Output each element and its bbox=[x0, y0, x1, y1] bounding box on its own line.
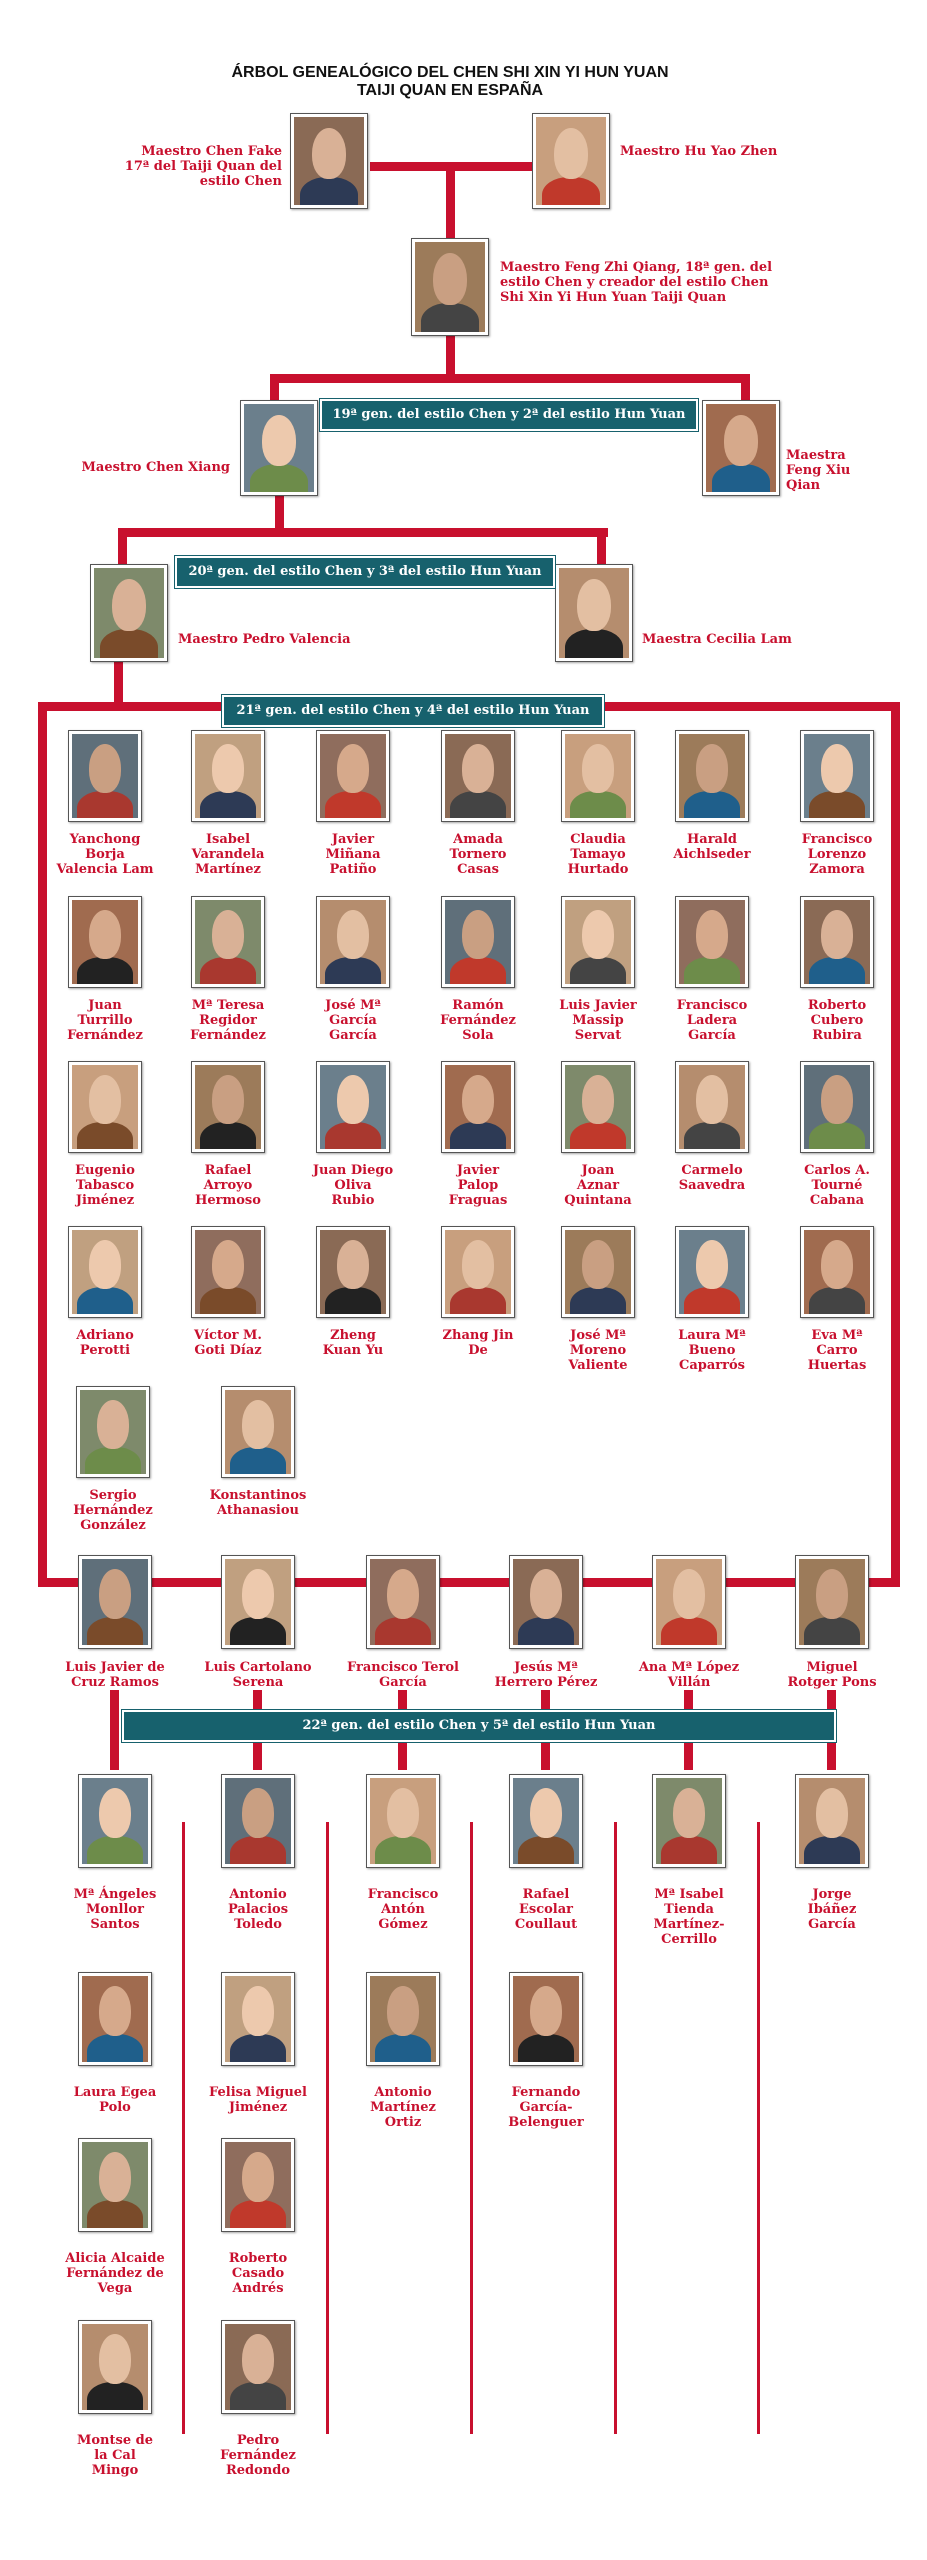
gen21-photo bbox=[561, 896, 635, 988]
person-name: Mª Isabel Tienda Martínez- Cerrillo bbox=[653, 1887, 725, 1947]
gen21-photo bbox=[316, 896, 390, 988]
connector-line bbox=[370, 162, 540, 171]
gen21-photo bbox=[68, 1061, 142, 1153]
person-name: José Mª García García bbox=[325, 998, 381, 1043]
gen21-photo bbox=[68, 1226, 142, 1318]
person-name: Eugenio Tabasco Jiménez bbox=[75, 1163, 135, 1208]
connector-line bbox=[757, 1822, 760, 2434]
gen21-photo bbox=[800, 896, 874, 988]
person-name: Laura Egea Polo bbox=[73, 2085, 157, 2115]
person-name: Francisco Terol García bbox=[347, 1660, 459, 1690]
person-name: Alicia Alcaide Fernández de Vega bbox=[65, 2251, 165, 2296]
gen21-photo bbox=[675, 896, 749, 988]
person-name: Francisco Ladera García bbox=[676, 998, 748, 1043]
person-name: Rafael Arroyo Hermoso bbox=[195, 1163, 261, 1208]
teacher-photo bbox=[221, 1555, 295, 1649]
label-pedro-valencia: Maestro Pedro Valencia bbox=[178, 632, 351, 647]
teacher-photo bbox=[366, 1555, 440, 1649]
gen21-photo bbox=[561, 1061, 635, 1153]
person-name: Miguel Rotger Pons bbox=[787, 1660, 877, 1690]
gen21-photo bbox=[316, 1226, 390, 1318]
gen22-photo bbox=[795, 1774, 869, 1868]
gen21-photo bbox=[221, 1386, 295, 1478]
hu-yao-zhen-photo bbox=[532, 113, 610, 209]
teacher-photo bbox=[78, 1555, 152, 1649]
person-name: Pedro Fernández Redondo bbox=[220, 2433, 296, 2478]
connector-line bbox=[326, 1822, 329, 2434]
person-name: Carmelo Saavedra bbox=[678, 1163, 746, 1193]
person-name: Ramón Fernández Sola bbox=[440, 998, 516, 1043]
person-name: Juan Diego Oliva Rubio bbox=[312, 1163, 394, 1208]
gen21-photo bbox=[68, 896, 142, 988]
person-name: Francisco Lorenzo Zamora bbox=[801, 832, 873, 877]
gen21-photo bbox=[316, 1061, 390, 1153]
banner-gen19: 19ª gen. del estilo Chen y 2ª del estilo Hun Yuan bbox=[320, 399, 698, 431]
gen21-photo bbox=[561, 730, 635, 822]
person-name: Mª Ángeles Monllor Santos bbox=[73, 1887, 157, 1932]
person-name: Yanchong Borja Valencia Lam bbox=[56, 832, 154, 877]
label-chen-fake: Maestro Chen Fake 17ª del Taiji Quan del estilo Chen bbox=[124, 144, 282, 189]
feng-zhi-qiang-photo bbox=[411, 238, 489, 336]
label-feng-zhi-qiang: Maestro Feng Zhi Qiang, 18ª gen. del estilo Chen y creador del estilo Chen Shi Xin Yi Hun Yuan Taiji Quan bbox=[500, 260, 773, 305]
person-name: Adriano Perotti bbox=[76, 1328, 134, 1358]
person-name: Zhang Jin De bbox=[442, 1328, 514, 1358]
teacher-photo bbox=[509, 1555, 583, 1649]
gen21-photo bbox=[316, 730, 390, 822]
person-name: Zheng Kuan Yu bbox=[322, 1328, 384, 1358]
person-name: Joan Aznar Quintana bbox=[564, 1163, 632, 1208]
connector-line bbox=[275, 490, 284, 532]
person-name: Eva Mª Carro Huertas bbox=[807, 1328, 867, 1373]
gen22-photo bbox=[366, 1774, 440, 1868]
person-name: Montse de la Cal Mingo bbox=[77, 2433, 153, 2478]
gen22-photo bbox=[221, 1774, 295, 1868]
person-name: Javier Palop Fraguas bbox=[448, 1163, 508, 1208]
gen21-photo bbox=[191, 1226, 265, 1318]
gen21-photo bbox=[800, 1061, 874, 1153]
gen21-photo bbox=[441, 896, 515, 988]
page-subtitle: TAIJI QUAN EN ESPAÑA bbox=[356, 82, 544, 99]
connector-line bbox=[470, 1822, 473, 2434]
page-title: ÁRBOL GENEALÓGICO DEL CHEN SHI XIN YI HUN YUAN bbox=[231, 64, 669, 81]
person-name: Mª Teresa Regidor Fernández bbox=[190, 998, 266, 1043]
chen-xiang-photo bbox=[240, 400, 318, 496]
connector-line bbox=[446, 162, 455, 240]
person-name: Isabel Varandela Martínez bbox=[191, 832, 265, 877]
person-name: Javier Miñana Patiño bbox=[325, 832, 381, 877]
person-name: Francisco Antón Gómez bbox=[367, 1887, 439, 1932]
person-name: Luis Javier Massip Servat bbox=[559, 998, 637, 1043]
chen-fake-photo bbox=[290, 113, 368, 209]
gen22-photo bbox=[78, 2320, 152, 2414]
gen22-photo bbox=[509, 1774, 583, 1868]
banner-gen20: 20ª gen. del estilo Chen y 3ª del estilo Hun Yuan bbox=[175, 556, 555, 588]
gen21-photo bbox=[675, 1226, 749, 1318]
connector-line bbox=[182, 1822, 185, 2434]
banner-gen21: 21ª gen. del estilo Chen y 4ª del estilo Hun Yuan bbox=[222, 695, 604, 727]
gen22-photo bbox=[221, 2138, 295, 2232]
gen21-photo bbox=[561, 1226, 635, 1318]
feng-xiu-qian-photo bbox=[702, 400, 780, 496]
person-name: Laura Mª Bueno Caparrós bbox=[678, 1328, 746, 1373]
gen22-photo bbox=[78, 1972, 152, 2066]
person-name: Luis Cartolano Serena bbox=[204, 1660, 312, 1690]
label-chen-xiang: Maestro Chen Xiang bbox=[81, 460, 230, 475]
teacher-photo bbox=[652, 1555, 726, 1649]
gen21-photo bbox=[441, 1061, 515, 1153]
person-name: Carlos A. Tourné Cabana bbox=[804, 1163, 870, 1208]
connector-line bbox=[118, 528, 608, 537]
person-name: Antonio Palacios Toledo bbox=[227, 1887, 289, 1932]
gen22-photo bbox=[221, 2320, 295, 2414]
banner-gen22: 22ª gen. del estilo Chen y 5ª del estilo Hun Yuan bbox=[122, 1710, 836, 1742]
person-name: Sergio Hernández González bbox=[73, 1488, 153, 1533]
person-name: Claudia Tamayo Hurtado bbox=[567, 832, 629, 877]
pedro-valencia-photo bbox=[90, 564, 168, 662]
person-name: Konstantinos Athanasiou bbox=[209, 1488, 307, 1518]
gen21-photo bbox=[68, 730, 142, 822]
gen22-photo bbox=[509, 1972, 583, 2066]
person-name: Antonio Martínez Ortiz bbox=[370, 2085, 436, 2130]
person-name: Luis Javier de Cruz Ramos bbox=[65, 1660, 165, 1690]
gen22-photo bbox=[652, 1774, 726, 1868]
gen21-photo bbox=[76, 1386, 150, 1478]
gen21-photo bbox=[441, 1226, 515, 1318]
person-name: José Mª Moreno Valiente bbox=[568, 1328, 628, 1373]
person-name: Amada Tornero Casas bbox=[449, 832, 507, 877]
person-name: Jorge Ibáñez García bbox=[807, 1887, 857, 1932]
gen21-photo bbox=[800, 730, 874, 822]
gen21-photo bbox=[191, 1061, 265, 1153]
person-name: Jesús Mª Herrero Pérez bbox=[494, 1660, 598, 1690]
gen22-photo bbox=[221, 1972, 295, 2066]
person-name: Roberto Cubero Rubira bbox=[807, 998, 867, 1043]
gen22-photo bbox=[78, 2138, 152, 2232]
gen21-photo bbox=[675, 730, 749, 822]
person-name: Ana Mª López Villán bbox=[638, 1660, 740, 1690]
gen22-photo bbox=[78, 1774, 152, 1868]
connector-line bbox=[38, 702, 47, 1587]
label-feng-xiu-qian: Maestra Feng Xiu Qian bbox=[786, 448, 851, 493]
gen21-photo bbox=[800, 1226, 874, 1318]
person-name: Harald Aichlseder bbox=[673, 832, 751, 862]
connector-line bbox=[114, 655, 123, 705]
teacher-photo bbox=[795, 1555, 869, 1649]
person-name: Rafael Escolar Coullaut bbox=[514, 1887, 578, 1932]
person-name: Juan Turrillo Fernández bbox=[67, 998, 143, 1043]
connector-line bbox=[614, 1822, 617, 2434]
gen22-photo bbox=[366, 1972, 440, 2066]
person-name: Roberto Casado Andrés bbox=[228, 2251, 288, 2296]
connector-line bbox=[270, 374, 750, 383]
connector-line bbox=[110, 1690, 119, 1770]
gen21-photo bbox=[191, 896, 265, 988]
label-hu-yao-zhen: Maestro Hu Yao Zhen bbox=[620, 144, 778, 159]
cecilia-lam-photo bbox=[555, 564, 633, 662]
gen21-photo bbox=[675, 1061, 749, 1153]
connector-line bbox=[38, 1578, 900, 1587]
person-name: Víctor M. Goti Díaz bbox=[194, 1328, 262, 1358]
label-cecilia-lam: Maestra Cecilia Lam bbox=[642, 632, 792, 647]
person-name: Felisa Miguel Jiménez bbox=[208, 2085, 307, 2115]
gen21-photo bbox=[191, 730, 265, 822]
gen21-photo bbox=[441, 730, 515, 822]
person-name: Fernando García- Belenguer bbox=[508, 2085, 584, 2130]
